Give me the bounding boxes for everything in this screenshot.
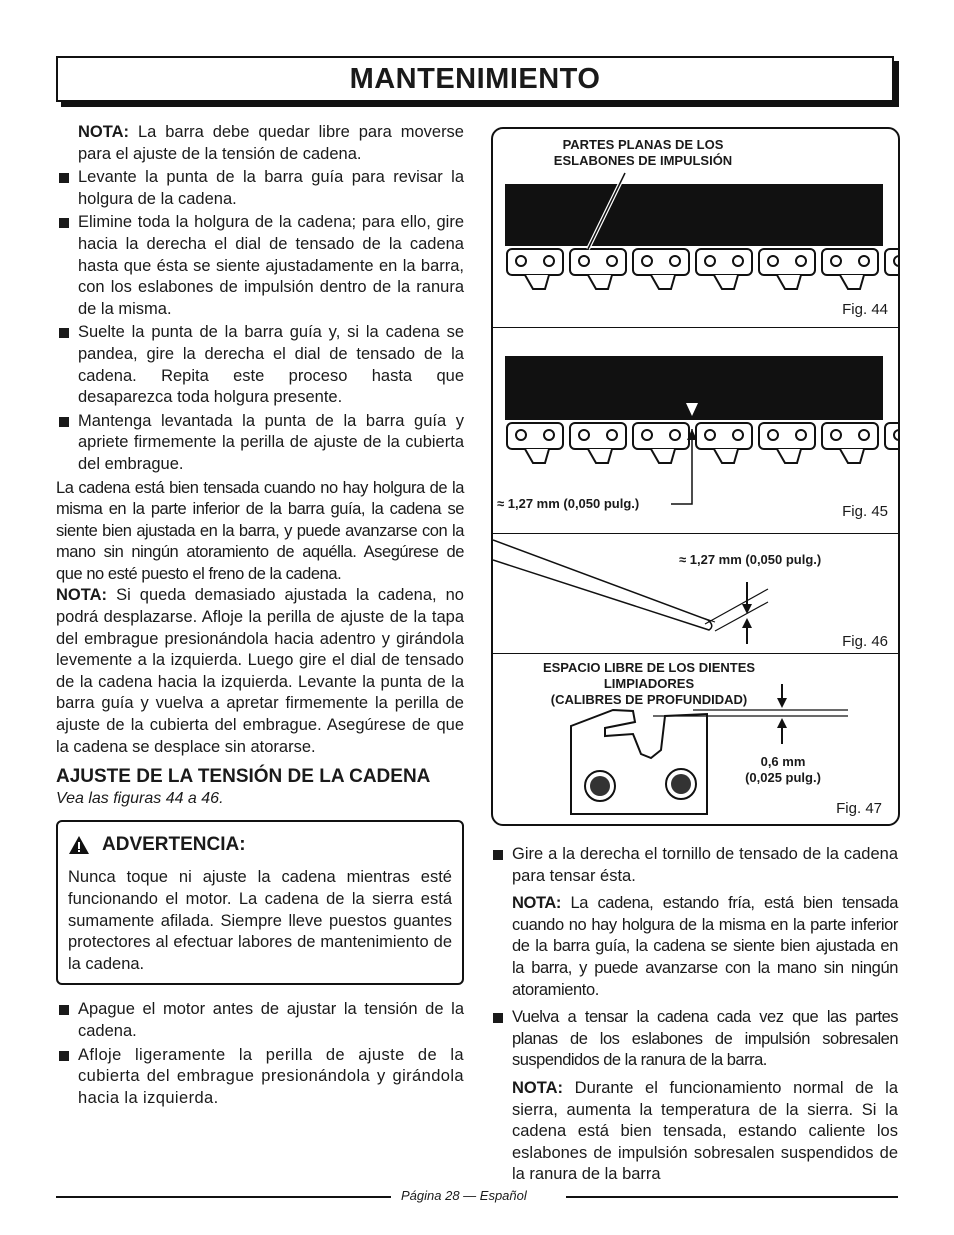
note-warm-chain: NOTA: Durante el funcionamiento normal de la sierra, aumenta la temperatura de la sierra. Si la cadena está bien tensada, estando caliente los eslabones de impulsión sobresalen suspendidos de la ranura de la barra <box>512 1078 898 1184</box>
list-item: Elimine toda la holgura de la cadena; para ello, gire hacia la derecha el dial de tensado de la cadena hasta que ésta se siente ajustadamente en la barra, con los eslabones de impulsión dentro de la ranura de la misma. <box>56 212 464 320</box>
warning-box <box>56 820 464 986</box>
chain-rivet <box>516 256 526 266</box>
chain-tooth <box>777 275 801 289</box>
chain-rivet <box>894 256 898 266</box>
page-footer <box>56 1188 898 1206</box>
warning-text: Nunca toque ni ajuste la cadena mientras esté funcionando el motor. La cadena de la sierra está sumamente afilada. Siempre lleve puestos guantes protectores al efectuar labores de mantenimiento de la cadena. <box>68 868 452 973</box>
fig46-measure: ≈ 1,27 mm (0,050 pulg.) <box>679 552 822 567</box>
chain-tooth <box>651 275 675 289</box>
chain-rivet <box>544 430 554 440</box>
chain-rivet <box>796 256 806 266</box>
chain-rivet <box>859 430 869 440</box>
chain-tooth <box>525 275 549 289</box>
chain-tooth <box>714 449 738 463</box>
fig47-caption: Fig. 47 <box>836 800 882 817</box>
chain-tooth <box>840 449 864 463</box>
chain-tooth <box>525 449 549 463</box>
chain-rivet <box>831 256 841 266</box>
list-item: Vuelva a tensar la cadena cada vez que las partes planas de los eslabones de impulsión sobresalen suspendidos de la ranura de la barra. <box>490 1007 898 1072</box>
fig47-label: ESPACIO LIBRE DE LOS DIENTES LIMPIADORES (CALIBRES DE PROFUNDIDAD) <box>542 660 756 707</box>
chain-rivet <box>579 430 589 440</box>
figure-47 <box>493 654 898 824</box>
figure-44 <box>493 129 898 328</box>
right-column <box>490 842 898 1186</box>
chain-rivet <box>607 256 617 266</box>
fig46-caption: Fig. 46 <box>842 633 888 650</box>
list-item: Levante la punta de la barra guía para revisar la holgura de la cadena. <box>56 167 464 210</box>
figure-46 <box>493 534 898 654</box>
chain-tooth <box>588 275 612 289</box>
fig44-label: PARTES PLANAS DE LOS ESLABONES DE IMPULSIÓN <box>553 137 733 168</box>
chain-rivet <box>642 430 652 440</box>
tension-paragraph: La cadena está bien tensada cuando no hay holgura de la misma en la parte inferior de la barra guía, la cadena se siente bien ajustada en la barra, y puede avanzarse con la mano sin ningún atoramiento de aquélla. Asegúrese de que no esté puesto el freno de la cadena. <box>56 478 464 583</box>
chain-rivet <box>733 430 743 440</box>
chain-tooth <box>588 449 612 463</box>
chain-rivet <box>670 256 680 266</box>
depth-gauge-drawing <box>493 654 898 824</box>
chain-rivet <box>859 256 869 266</box>
chain-rivet <box>768 430 778 440</box>
chain-rivet <box>894 430 898 440</box>
chain-rivet <box>705 430 715 440</box>
chain-tooth <box>714 275 738 289</box>
chain-rivet <box>544 256 554 266</box>
chain-rivet <box>733 256 743 266</box>
fig47-measure: 0,6 mm (0,025 pulg.) <box>745 754 821 785</box>
chain-rivet <box>579 256 589 266</box>
note-cold-chain: NOTA: La cadena, estando fría, está bien tensada cuando no hay holgura de la misma en la parte inferior de la barra guía, la cadena se siente bien ajustada en la barra, y puede avanzarse con la mano sin ningún atoramiento. <box>512 894 898 999</box>
page-title: MANTENIMIENTO <box>56 56 894 102</box>
section-heading: AJUSTE DE LA TENSIÓN DE LA CADENA <box>56 766 431 788</box>
page-number: Página 28 — Español <box>401 1188 527 1203</box>
chain-tooth <box>777 449 801 463</box>
fig44-caption: Fig. 44 <box>842 301 888 318</box>
chain-rivet <box>768 256 778 266</box>
chain-rivet <box>705 256 715 266</box>
list-item: Apague el motor antes de ajustar la tensión de la cadena. <box>56 999 464 1042</box>
warning-title: ADVERTENCIA: <box>68 834 452 856</box>
chain-tooth <box>651 449 675 463</box>
list-item: Mantenga levantada la punta de la barra guía y apriete firmemente la perilla de ajuste de la cubierta del embrague. <box>56 411 464 476</box>
chain-rivet <box>796 430 806 440</box>
list-item: Afloje ligeramente la perilla de ajuste de la cubierta del embrague presionándola y girándola hacia la izquierda. <box>56 1045 464 1110</box>
section-subheading: Vea las figuras 44 a 46. <box>56 790 224 808</box>
list-item: Gire a la derecha el tornillo de tensado de la cadena para tensar ésta. <box>490 844 898 887</box>
note-too-tight: NOTA: Si queda demasiado ajustada la cadena, no podrá desplazarse. Afloje la perilla de ajuste de la tapa del embrague presionándola hacia adentro y girándola levemente a la izquierda. Luego gire el dial de tensado de la cadena hacia la izquierda. Levante la punta de la barra guía y vuelva a apretar firmemente la perilla de ajuste de la cubierta del embrague. Asegúrese de que la cadena se desplace sin atorarse. <box>56 586 464 756</box>
chain-tooth <box>840 275 864 289</box>
chain-rivet <box>831 430 841 440</box>
figure-45 <box>493 328 898 534</box>
chain-rivet <box>607 430 617 440</box>
left-column <box>56 122 464 1111</box>
warning-triangle-icon <box>68 835 90 855</box>
chain-rivet <box>670 430 680 440</box>
list-item: Suelte la punta de la barra guía y, si la cadena se pandea, gire la derecha el dial de tensado de la cadena. Repita este proceso hasta que desaparezca toda holgura presente. <box>56 322 464 408</box>
note-bar-free: NOTA: La barra debe quedar libre para moverse para el ajuste de la tensión de cadena. <box>78 123 464 163</box>
chain-rivet <box>516 430 526 440</box>
fig45-measure: ≈ 1,27 mm (0,050 pulg.) <box>497 496 640 511</box>
chain-drawing <box>493 129 898 327</box>
figure-panel <box>491 127 900 826</box>
fig45-caption: Fig. 45 <box>842 503 888 520</box>
chain-rivet <box>642 256 652 266</box>
